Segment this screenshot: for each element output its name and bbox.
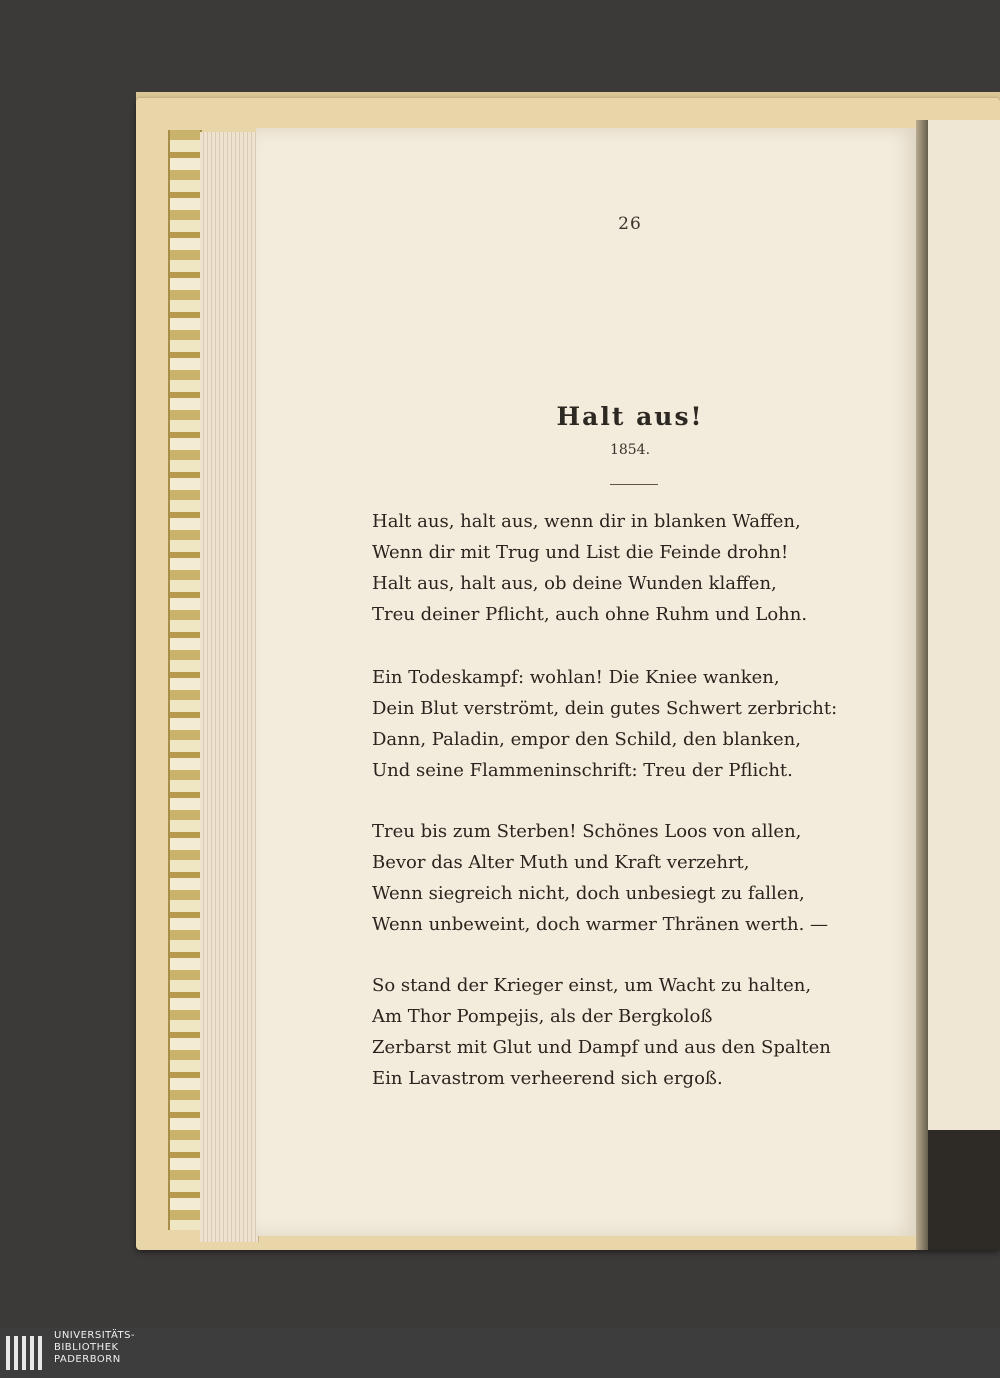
poem-year: 1854. <box>609 442 651 458</box>
page-number: 26 <box>618 214 642 234</box>
stanza-2 <box>372 662 932 786</box>
facing-page-shadow <box>928 1130 1000 1250</box>
poem-line: Wenn unbeweint, doch warmer Thränen werth. — <box>372 914 829 935</box>
poem-line: Am Thor Pompejis, als der Bergkoloß <box>372 1006 713 1027</box>
poem-line: Halt aus, halt aus, ob deine Wunden klaffen, <box>372 573 777 594</box>
library-name <box>54 1330 254 1366</box>
poem-line: Bevor das Alter Muth und Kraft verzehrt, <box>372 852 750 873</box>
stanza-4 <box>372 970 932 1094</box>
poem-line: Ein Todeskampf: wohlan! Die Kniee wanken, <box>372 667 780 688</box>
page-edges <box>200 132 259 1242</box>
stanza-1 <box>372 506 932 630</box>
poem-line: Halt aus, halt aus, wenn dir in blanken Waffen, <box>372 511 801 532</box>
library-logo-icon <box>6 1336 42 1370</box>
facing-page <box>928 120 1000 1248</box>
poem-line: So stand der Krieger einst, um Wacht zu halten, <box>372 975 812 996</box>
title-divider <box>610 484 658 485</box>
poem-line: Und seine Flammeninschrift: Treu der Pflicht. <box>372 760 793 781</box>
poem-line: Dein Blut verströmt, dein gutes Schwert zerbricht: <box>372 698 838 719</box>
stanza-3 <box>372 816 932 940</box>
poem-title: Halt aus! <box>556 402 704 431</box>
poem-line: Ein Lavastrom verheerend sich ergoß. <box>372 1068 723 1089</box>
poem-line: Wenn dir mit Trug und List die Feinde drohn! <box>372 542 789 563</box>
footer-bar <box>0 1328 1000 1378</box>
poem-line: Zerbarst mit Glut und Dampf und aus den Spalten <box>372 1037 831 1058</box>
decorative-endpaper <box>168 130 202 1230</box>
library-name-line: BIBLIOTHEK <box>54 1342 119 1353</box>
library-name-line: PADERBORN <box>54 1354 121 1365</box>
poem-line: Treu bis zum Sterben! Schönes Loos von allen, <box>372 821 802 842</box>
poem-line: Wenn siegreich nicht, doch unbesiegt zu fallen, <box>372 883 805 904</box>
poem-line: Dann, Paladin, empor den Schild, den blanken, <box>372 729 801 750</box>
library-name-line: UNIVERSITÄTS- <box>54 1330 136 1341</box>
poem-line: Treu deiner Pflicht, auch ohne Ruhm und Lohn. <box>372 604 808 625</box>
